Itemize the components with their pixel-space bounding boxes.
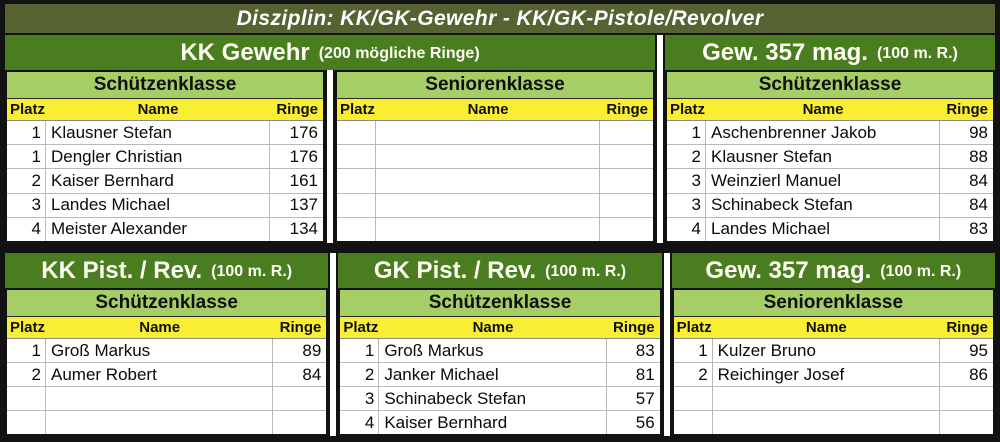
section-header-gew357-senioren bbox=[672, 253, 995, 288]
platz-cell bbox=[337, 218, 376, 241]
name-cell bbox=[713, 411, 940, 434]
column-header-row bbox=[7, 317, 326, 339]
name-cell: Aumer Robert bbox=[46, 363, 273, 386]
section-header-gew357 bbox=[665, 35, 995, 70]
name-cell: Klausner Stefan bbox=[706, 145, 940, 168]
name-column-header: Name bbox=[467, 101, 509, 118]
platz-column-header: Platz bbox=[10, 319, 46, 336]
name-cell bbox=[376, 145, 600, 168]
class-header: Schützenklasse bbox=[667, 72, 993, 99]
section-kk-gewehr bbox=[5, 35, 655, 243]
name-cell: Klausner Stefan bbox=[46, 121, 270, 144]
platz-cell: 2 bbox=[7, 363, 46, 386]
platz-cell bbox=[337, 194, 376, 217]
vertical-divider bbox=[662, 253, 672, 436]
table-gew357-schuetzenklasse bbox=[665, 70, 995, 243]
name-column-header: Name bbox=[139, 319, 181, 336]
column-header-row bbox=[674, 317, 993, 339]
platz-cell bbox=[337, 169, 376, 192]
section-gk-pist-rev bbox=[338, 253, 661, 436]
platz-cell: 1 bbox=[674, 339, 713, 362]
ringe-cell bbox=[940, 387, 993, 410]
section-subtitle: (100 m. R.) bbox=[876, 45, 958, 62]
ringe-cell: 57 bbox=[635, 388, 655, 408]
results-rows bbox=[667, 121, 993, 241]
table-gew357-seniorenklasse bbox=[672, 288, 995, 436]
platz-cell bbox=[337, 145, 376, 168]
name-cell: Landes Michael bbox=[46, 194, 270, 217]
column-header-row bbox=[667, 99, 993, 121]
ringe-cell bbox=[600, 145, 653, 168]
table-row bbox=[667, 218, 993, 241]
platz-cell bbox=[674, 387, 713, 410]
table-row bbox=[7, 218, 323, 241]
ringe-cell: 56 bbox=[635, 412, 655, 432]
vertical-divider bbox=[328, 253, 338, 436]
platz-cell: 1 bbox=[340, 339, 379, 362]
platz-cell: 4 bbox=[340, 411, 379, 434]
name-cell: Kaiser Bernhard bbox=[46, 169, 270, 192]
ringe-cell: 81 bbox=[635, 364, 655, 384]
table-row bbox=[674, 411, 993, 434]
name-cell: Groß Markus bbox=[46, 339, 273, 362]
name-cell: Kulzer Bruno bbox=[713, 339, 940, 362]
top-section bbox=[5, 35, 995, 243]
ringe-column-header: Ringe bbox=[612, 319, 655, 336]
platz-cell bbox=[7, 387, 46, 410]
column-header-row bbox=[7, 99, 323, 121]
table-row bbox=[7, 169, 323, 193]
table-row bbox=[667, 145, 993, 169]
section-gew357-schuetzenklasse bbox=[665, 35, 995, 243]
name-cell bbox=[376, 169, 600, 192]
platz-cell: 3 bbox=[667, 194, 706, 217]
section-gew357-seniorenklasse bbox=[672, 253, 995, 436]
name-cell: Schinabeck Stefan bbox=[706, 194, 940, 217]
column-header-row bbox=[337, 99, 653, 121]
platz-cell: 2 bbox=[674, 363, 713, 386]
name-column-header: Name bbox=[805, 319, 847, 336]
name-column-header: Name bbox=[802, 101, 844, 118]
table-row bbox=[340, 339, 659, 363]
section-title: Gew. 357 mag. bbox=[705, 256, 872, 284]
table-row bbox=[337, 169, 653, 193]
platz-column-header: Platz bbox=[340, 101, 376, 118]
section-title: Gew. 357 mag. bbox=[702, 38, 868, 66]
platz-cell: 4 bbox=[7, 218, 46, 241]
class-header: Schützenklasse bbox=[7, 72, 323, 99]
table-row bbox=[7, 387, 326, 411]
section-subtitle: (100 m. R.) bbox=[211, 263, 293, 280]
platz-column-header: Platz bbox=[343, 319, 379, 336]
table-row bbox=[7, 194, 323, 218]
horizontal-divider bbox=[5, 243, 995, 253]
page-title: Disziplin: KK/GK-Gewehr - KK/GK-Pistole/Revolver bbox=[5, 4, 995, 35]
table-row bbox=[7, 339, 326, 363]
platz-cell: 3 bbox=[667, 169, 706, 192]
name-cell: Janker Michael bbox=[379, 363, 606, 386]
vertical-divider bbox=[655, 35, 665, 243]
results-rows bbox=[674, 339, 993, 434]
ringe-cell bbox=[600, 218, 653, 241]
ringe-cell: 89 bbox=[302, 340, 322, 360]
table-row bbox=[7, 363, 326, 387]
ringe-cell: 95 bbox=[969, 340, 988, 360]
class-header: Schützenklasse bbox=[7, 290, 326, 317]
platz-column-header: Platz bbox=[10, 101, 46, 118]
ringe-column-header: Ringe bbox=[606, 101, 648, 118]
table-kk-gewehr-seniorenklasse bbox=[335, 70, 655, 243]
platz-cell: 4 bbox=[667, 218, 706, 241]
class-header: Seniorenklasse bbox=[337, 72, 653, 99]
section-subtitle: (200 mögliche Ringe) bbox=[318, 45, 480, 62]
name-cell: Groß Markus bbox=[379, 339, 606, 362]
platz-cell: 1 bbox=[667, 121, 706, 144]
name-cell bbox=[376, 121, 600, 144]
table-row bbox=[674, 363, 993, 387]
table-row bbox=[7, 121, 323, 145]
platz-cell: 1 bbox=[7, 145, 46, 168]
ringe-cell bbox=[600, 169, 653, 192]
platz-cell bbox=[337, 121, 376, 144]
table-kk-gewehr-schuetzenklasse bbox=[5, 70, 325, 243]
platz-column-header: Platz bbox=[676, 319, 712, 336]
platz-cell bbox=[674, 411, 713, 434]
table-row bbox=[340, 363, 659, 387]
class-header: Schützenklasse bbox=[340, 290, 659, 317]
table-row bbox=[337, 218, 653, 241]
section-title: GK Pist. / Rev. bbox=[373, 256, 537, 284]
results-rows bbox=[7, 339, 326, 434]
ringe-column-header: Ringe bbox=[946, 101, 988, 118]
ringe-column-header: Ringe bbox=[279, 319, 322, 336]
kk-gewehr-tables bbox=[5, 70, 655, 243]
ringe-cell bbox=[273, 411, 326, 434]
results-rows bbox=[340, 339, 659, 434]
vertical-divider bbox=[325, 70, 335, 243]
platz-cell: 2 bbox=[667, 145, 706, 168]
section-header-gk-pist bbox=[338, 253, 661, 288]
section-subtitle: (100 m. R.) bbox=[880, 263, 962, 280]
ringe-cell: 176 bbox=[289, 146, 318, 166]
class-header: Seniorenklasse bbox=[674, 290, 993, 317]
ringe-cell: 88 bbox=[969, 146, 988, 166]
results-rows bbox=[337, 121, 653, 241]
ringe-cell: 83 bbox=[969, 219, 988, 239]
ringe-cell: 176 bbox=[289, 122, 318, 142]
name-cell: Kaiser Bernhard bbox=[379, 411, 606, 434]
table-row bbox=[674, 387, 993, 411]
name-cell: Meister Alexander bbox=[46, 218, 270, 241]
ringe-cell: 137 bbox=[289, 195, 318, 215]
table-kk-pist-schuetzenklasse bbox=[5, 288, 328, 436]
table-row bbox=[337, 194, 653, 218]
ringe-cell: 134 bbox=[289, 219, 318, 239]
results-rows bbox=[7, 121, 323, 241]
table-gk-pist-schuetzenklasse bbox=[338, 288, 661, 436]
table-row bbox=[337, 121, 653, 145]
section-header-kk-pist bbox=[5, 253, 328, 288]
name-cell bbox=[376, 194, 600, 217]
name-cell: Aschenbrenner Jakob bbox=[706, 121, 940, 144]
table-row bbox=[340, 411, 659, 434]
table-row bbox=[337, 145, 653, 169]
ringe-cell: 83 bbox=[635, 340, 655, 360]
bottom-section bbox=[5, 253, 995, 436]
name-cell: Schinabeck Stefan bbox=[379, 387, 606, 410]
ringe-cell: 84 bbox=[969, 171, 988, 190]
section-subtitle: (100 m. R.) bbox=[545, 263, 627, 280]
section-title: KK Gewehr bbox=[180, 38, 310, 66]
section-title: KK Pist. / Rev. bbox=[41, 256, 203, 284]
platz-cell: 2 bbox=[340, 363, 379, 386]
platz-cell: 1 bbox=[7, 121, 46, 144]
ringe-cell bbox=[940, 411, 993, 434]
platz-cell bbox=[7, 411, 46, 434]
name-cell bbox=[376, 218, 600, 241]
name-cell bbox=[46, 411, 273, 434]
name-cell: Weinzierl Manuel bbox=[706, 169, 940, 192]
ringe-cell: 84 bbox=[302, 364, 322, 384]
ringe-column-header: Ringe bbox=[276, 101, 318, 118]
name-cell bbox=[46, 387, 273, 410]
ringe-column-header: Ringe bbox=[946, 319, 988, 336]
ringe-cell bbox=[600, 194, 653, 217]
ringe-cell: 161 bbox=[289, 171, 318, 190]
section-kk-pist-rev bbox=[5, 253, 328, 436]
table-row bbox=[674, 339, 993, 363]
platz-cell: 3 bbox=[340, 387, 379, 410]
platz-cell: 2 bbox=[7, 169, 46, 192]
name-cell: Landes Michael bbox=[706, 218, 940, 241]
platz-cell: 3 bbox=[7, 194, 46, 217]
name-cell bbox=[713, 387, 940, 410]
table-row bbox=[7, 411, 326, 434]
ringe-cell: 86 bbox=[969, 364, 988, 384]
table-row bbox=[667, 169, 993, 193]
ringe-cell bbox=[273, 387, 326, 410]
ringe-cell: 84 bbox=[969, 195, 988, 215]
table-row bbox=[667, 121, 993, 145]
name-cell: Dengler Christian bbox=[46, 145, 270, 168]
table-row bbox=[340, 387, 659, 411]
table-row bbox=[7, 145, 323, 169]
column-header-row bbox=[340, 317, 659, 339]
name-cell: Reichinger Josef bbox=[713, 363, 940, 386]
ringe-cell bbox=[600, 121, 653, 144]
platz-column-header: Platz bbox=[670, 101, 706, 118]
table-row bbox=[667, 194, 993, 218]
platz-cell: 1 bbox=[7, 339, 46, 362]
section-header-kk-gewehr bbox=[5, 35, 655, 70]
ringe-cell: 98 bbox=[969, 122, 988, 142]
name-column-header: Name bbox=[472, 319, 514, 336]
name-column-header: Name bbox=[137, 101, 179, 118]
